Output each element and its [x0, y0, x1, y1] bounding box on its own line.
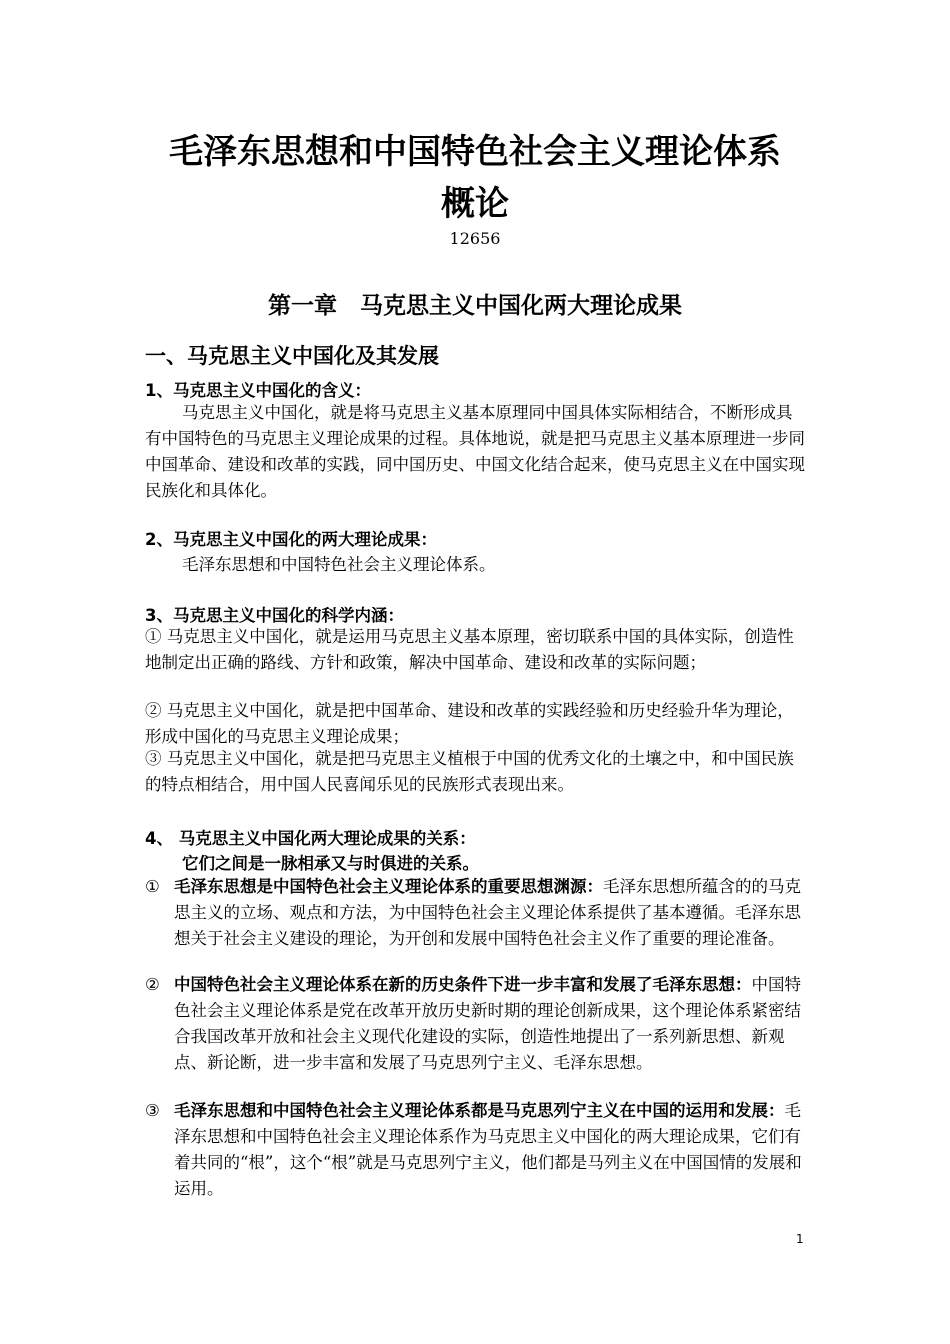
q4-item-2-lead: 中国特色社会主义理论体系在新的历史条件下进一步丰富和发展了毛泽东思想：	[174, 975, 752, 994]
title-line-2: 概论	[441, 184, 509, 224]
q3-item-1: ① 马克思主义中国化，就是运用马克思主义基本原理，密切联系中国的具体实际，创造性地制定出正确的路线、方针和政策，解决中国革命、建设和改革的实际问题；	[145, 627, 794, 672]
page-number: 1	[796, 1232, 804, 1246]
section-heading: 一、马克思主义中国化及其发展	[145, 344, 439, 368]
q1-body: 马克思主义中国化，就是将马克思主义基本原理同中国具体实际相结合，不断形成具有中国特色的马克思主义理论成果的过程。具体地说，就是把马克思主义基本原理进一步同中国革命、建设和改革的实践，同中国历史、中国文化结合起来，使马克思主义在中国实现民族化和具体化。	[145, 403, 805, 500]
q2-heading: 2、马克思主义中国化的两大理论成果：	[145, 530, 437, 549]
chapter-heading: 第一章 马克思主义中国化两大理论成果	[268, 293, 682, 319]
q3-item-3: ③ 马克思主义中国化，就是把马克思主义植根于中国的优秀文化的土壤之中，和中国民族的特点相结合，用中国人民喜闻乐见的民族形式表现出来。	[145, 749, 794, 794]
q3-heading: 3、马克思主义中国化的科学内涵：	[145, 606, 404, 625]
q4-item-1-lead: 毛泽东思想是中国特色社会主义理论体系的重要思想渊源：	[174, 877, 603, 896]
q4-item-3-text: 毛泽东思想和中国特色社会主义理论体系作为马克思主义中国化的两大理论成果，它们有着共同的“根”，这个“根”就是马克思列宁主义，他们都是马列主义在中国国情的发展和运用。	[174, 1101, 802, 1198]
q4-summary: 它们之间是一脉相承又与时俱进的关系。	[182, 854, 479, 873]
q4-item-3-marker: ③	[145, 1101, 160, 1120]
title-line-1: 毛泽东思想和中国特色社会主义理论体系	[169, 132, 781, 172]
q4-item-3	[145, 1098, 817, 1202]
q4-item-2-marker: ②	[145, 975, 160, 994]
q4-item-1-marker: ①	[145, 877, 160, 896]
q4-heading: 4、 马克思主义中国化两大理论成果的关系：	[145, 829, 476, 848]
q3-item-2: ② 马克思主义中国化，就是把中国革命、建设和改革的实践经验和历史经验升华为理论，形成中国化的马克思主义理论成果；	[145, 701, 794, 746]
q4-item-2	[145, 972, 817, 1076]
q4-item-1	[145, 874, 817, 952]
q1-heading: 1、马克思主义中国化的含义：	[145, 381, 371, 400]
q2-body: 毛泽东思想和中国特色社会主义理论体系。	[182, 555, 496, 574]
q4-item-3-lead: 毛泽东思想和中国特色社会主义理论体系都是马克思列宁主义在中国的运用和发展：	[174, 1101, 785, 1120]
q4-item-1-text: 毛泽东思想所蕴含的的马克思主义的立场、观点和方法，为中国特色社会主义理论体系提供了基本遵循。毛泽东思想关于社会主义建设的理论，为开创和发展中国特色社会主义作了重要的理论准备。	[174, 877, 801, 948]
q4-item-2-text: 中国特色社会主义理论体系是党在改革开放历史新时期的理论创新成果，这个理论体系紧密结合我国改革开放和社会主义现代化建设的实际，创造性地提出了一系列新思想、新观点、新论断，进一步丰富和发展了马克思列宁主义、毛泽东思想。	[174, 975, 801, 1072]
course-code: 12656	[449, 229, 501, 248]
